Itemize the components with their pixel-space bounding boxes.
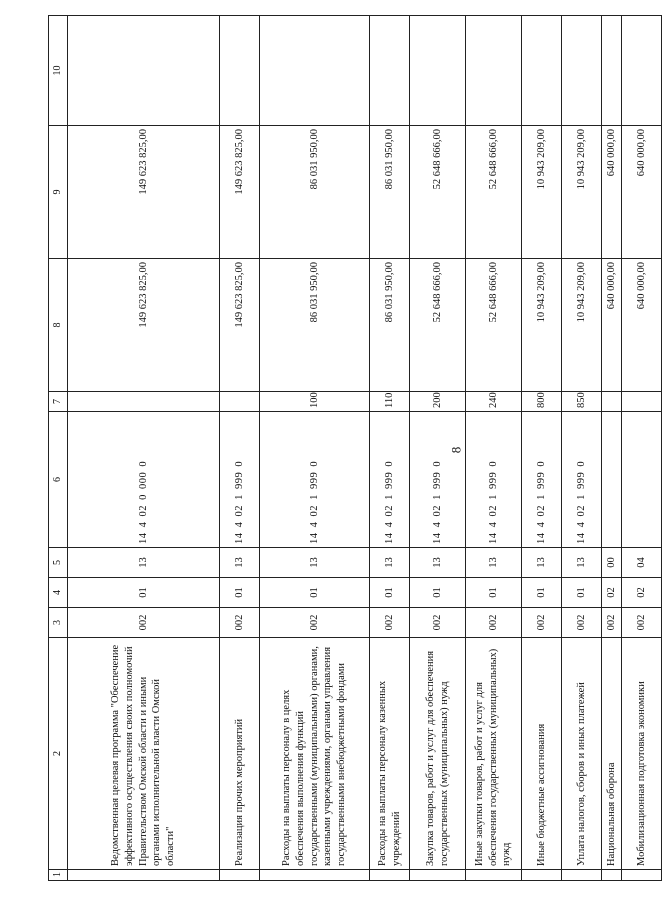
- row-subsection-code-cell: 13: [68, 548, 220, 578]
- row-col1-cell: [260, 870, 370, 881]
- row-ministry-code-cell: 002: [562, 608, 602, 638]
- row-subsection-code-cell: 13: [370, 548, 410, 578]
- table-row: [622, 16, 662, 881]
- row-expense-type-cell: 850: [562, 392, 602, 412]
- row-section-code-cell: 02: [602, 578, 622, 608]
- row-expense-type-cell: [220, 392, 260, 412]
- row-target-article-cell: 14 4 02 1 999 0: [410, 412, 466, 548]
- column-number-row: [49, 16, 68, 881]
- row-expense-type-cell: [602, 392, 622, 412]
- col-number-2: 2: [49, 638, 68, 870]
- row-target-article-cell: 14 4 02 1 999 0: [522, 412, 562, 548]
- row-subsection-code-cell: 00: [602, 548, 622, 578]
- table-row: [410, 16, 466, 881]
- col-number-3: 3: [49, 608, 68, 638]
- row-col1-cell: [602, 870, 622, 881]
- table-row: [602, 16, 622, 881]
- row-expense-type-cell: 800: [522, 392, 562, 412]
- row-amount-approved-cell: 52 648 666,00: [466, 126, 522, 259]
- row-section-code-cell: 01: [220, 578, 260, 608]
- row-expense-type-cell: 240: [466, 392, 522, 412]
- row-ministry-code-cell: 002: [622, 608, 662, 638]
- row-ministry-code-cell: 002: [220, 608, 260, 638]
- row-expense-type-cell: 110: [370, 392, 410, 412]
- row-col10-cell: [466, 16, 522, 126]
- row-target-article-cell: 14 4 02 1 999 0: [466, 412, 522, 548]
- row-ministry-code-cell: 002: [410, 608, 466, 638]
- row-amount-approved-cell: 640 000,00: [622, 126, 662, 259]
- row-section-code-cell: 01: [410, 578, 466, 608]
- row-name-cell: Закупка товаров, работ и услуг для обеспечения государственных (муниципальных) нужд: [410, 638, 466, 870]
- row-target-article-cell: 14 4 02 1 999 0: [220, 412, 260, 548]
- row-amount-cell: 10 943 209,00: [562, 259, 602, 392]
- row-name-cell: Иные бюджетные ассигнования: [522, 638, 562, 870]
- table-row: [370, 16, 410, 881]
- row-section-code-cell: 02: [622, 578, 662, 608]
- row-amount-cell: 52 648 666,00: [410, 259, 466, 392]
- row-section-code-cell: 01: [370, 578, 410, 608]
- row-ministry-code-cell: 002: [466, 608, 522, 638]
- row-subsection-code-cell: 13: [466, 548, 522, 578]
- row-amount-approved-cell: 149 623 825,00: [220, 126, 260, 259]
- table-row: [68, 16, 220, 881]
- row-col1-cell: [370, 870, 410, 881]
- row-col10-cell: [410, 16, 466, 126]
- row-amount-approved-cell: 10 943 209,00: [522, 126, 562, 259]
- col-number-8: 8: [49, 259, 68, 392]
- row-amount-cell: 640 000,00: [602, 259, 622, 392]
- col-number-10: 10: [49, 16, 68, 126]
- row-amount-cell: 10 943 209,00: [522, 259, 562, 392]
- table-row: [220, 16, 260, 881]
- table-row: [466, 16, 522, 881]
- rotated-table-wrapper: [48, 16, 647, 881]
- row-section-code-cell: 01: [562, 578, 602, 608]
- row-amount-approved-cell: 640 000,00: [602, 126, 622, 259]
- row-subsection-code-cell: 13: [410, 548, 466, 578]
- budget-table: [48, 15, 662, 881]
- row-col1-cell: [522, 870, 562, 881]
- row-col10-cell: [562, 16, 602, 126]
- row-target-article-cell: 14 4 02 0 000 0: [68, 412, 220, 548]
- col-number-7: 7: [49, 392, 68, 412]
- row-ministry-code-cell: 002: [68, 608, 220, 638]
- row-name-cell: Реализация прочих мероприятий: [220, 638, 260, 870]
- row-col10-cell: [622, 16, 662, 126]
- row-target-article-cell: 14 4 02 1 999 0: [562, 412, 602, 548]
- row-col1-cell: [220, 870, 260, 881]
- row-name-cell: Мобилизационная подготовка экономики: [622, 638, 662, 870]
- row-ministry-code-cell: 002: [522, 608, 562, 638]
- row-col1-cell: [68, 870, 220, 881]
- row-subsection-code-cell: 13: [220, 548, 260, 578]
- row-amount-approved-cell: 10 943 209,00: [562, 126, 602, 259]
- row-subsection-code-cell: 13: [260, 548, 370, 578]
- row-ministry-code-cell: 002: [370, 608, 410, 638]
- row-amount-cell: 86 031 950,00: [260, 259, 370, 392]
- row-col1-cell: [622, 870, 662, 881]
- row-subsection-code-cell: 13: [522, 548, 562, 578]
- row-expense-type-cell: [68, 392, 220, 412]
- row-amount-approved-cell: 86 031 950,00: [260, 126, 370, 259]
- row-col10-cell: [260, 16, 370, 126]
- row-col10-cell: [522, 16, 562, 126]
- page-number: 8: [448, 446, 464, 454]
- table-row: [522, 16, 562, 881]
- row-col10-cell: [220, 16, 260, 126]
- row-name-cell: Иные закупки товаров, работ и услуг для обеспечения государственных (муниципальных) нужд: [466, 638, 522, 870]
- row-expense-type-cell: 100: [260, 392, 370, 412]
- row-subsection-code-cell: 04: [622, 548, 662, 578]
- row-col10-cell: [68, 16, 220, 126]
- row-ministry-code-cell: 002: [602, 608, 622, 638]
- row-name-cell: Расходы на выплаты персоналу казенных учреждений: [370, 638, 410, 870]
- row-subsection-code-cell: 13: [562, 548, 602, 578]
- row-amount-approved-cell: 86 031 950,00: [370, 126, 410, 259]
- row-amount-cell: 149 623 825,00: [68, 259, 220, 392]
- row-amount-cell: 640 000,00: [622, 259, 662, 392]
- row-amount-cell: 86 031 950,00: [370, 259, 410, 392]
- row-section-code-cell: 01: [466, 578, 522, 608]
- row-ministry-code-cell: 002: [260, 608, 370, 638]
- row-section-code-cell: 01: [68, 578, 220, 608]
- table-row: [260, 16, 370, 881]
- row-amount-approved-cell: 149 623 825,00: [68, 126, 220, 259]
- row-target-article-cell: [602, 412, 622, 548]
- row-target-article-cell: [622, 412, 662, 548]
- col-number-6: 6: [49, 412, 68, 548]
- row-name-cell: Уплата налогов, сборов и иных платежей: [562, 638, 602, 870]
- row-section-code-cell: 01: [260, 578, 370, 608]
- col-number-5: 5: [49, 548, 68, 578]
- table-row: [562, 16, 602, 881]
- row-target-article-cell: 14 4 02 1 999 0: [370, 412, 410, 548]
- col-number-9: 9: [49, 126, 68, 259]
- row-col1-cell: [562, 870, 602, 881]
- row-section-code-cell: 01: [522, 578, 562, 608]
- row-target-article-cell: 14 4 02 1 999 0: [260, 412, 370, 548]
- row-name-cell: Ведомственная целевая программа "Обеспечение эффективного осуществления своих полномочий Правительством Омской области и иными органами исполнительной власти Омской области": [68, 638, 220, 870]
- row-col1-cell: [410, 870, 466, 881]
- row-expense-type-cell: 200: [410, 392, 466, 412]
- col-number-1: 1: [49, 870, 68, 881]
- row-name-cell: Национальная оборона: [602, 638, 622, 870]
- row-amount-cell: 149 623 825,00: [220, 259, 260, 392]
- row-name-cell: Расходы на выплаты персоналу в целях обеспечения выполнения функций государственными (муниципальными) органами, казенными учреждениями, органами управления государственными внебюджетными фондами: [260, 638, 370, 870]
- row-col10-cell: [370, 16, 410, 126]
- row-expense-type-cell: [622, 392, 662, 412]
- row-amount-approved-cell: 52 648 666,00: [410, 126, 466, 259]
- col-number-4: 4: [49, 578, 68, 608]
- row-col1-cell: [466, 870, 522, 881]
- row-col10-cell: [602, 16, 622, 126]
- row-amount-cell: 52 648 666,00: [466, 259, 522, 392]
